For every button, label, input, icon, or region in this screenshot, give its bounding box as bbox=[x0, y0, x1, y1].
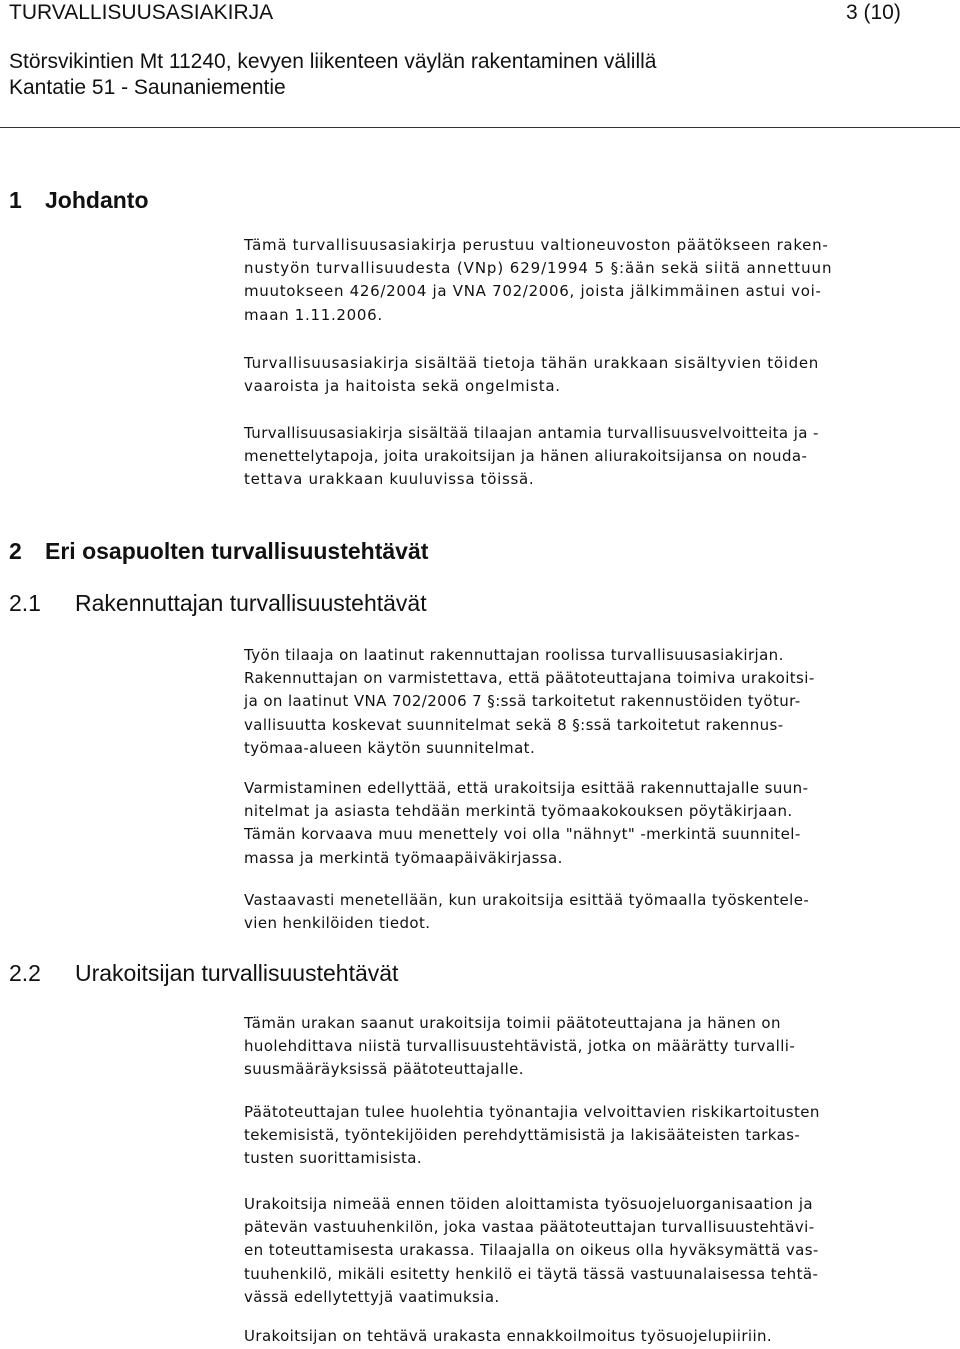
text-line: huolehdittava niistä turvallisuustehtävistä, jotka on määrätty turvalli- bbox=[244, 1037, 796, 1056]
paragraph bbox=[244, 1325, 772, 1348]
text-line: vallisuutta koskevat suunnitelmat sekä 8 §:ssä tarkoitetut rakennus- bbox=[244, 715, 784, 734]
paragraph bbox=[244, 234, 832, 327]
section-2-heading bbox=[9, 537, 428, 565]
text-line: menettelytapoja, joita urakoitsijan ja hänen aliurakoitsijansa on nouda- bbox=[244, 447, 808, 466]
text-line: Tämä turvallisuusasiakirja perustuu valtioneuvoston päätökseen raken- bbox=[244, 236, 829, 254]
section-number: 1 bbox=[9, 187, 22, 213]
header-divider bbox=[0, 127, 960, 128]
document-title: TURVALLISUUSASIAKIRJA bbox=[9, 1, 274, 24]
text-line: Tämän korvaava muu menettely voi olla "nähnyt" -merkintä suunnitel- bbox=[244, 825, 801, 844]
text-line: ja on laatinut VNA 702/2006 7 §:ssä tarkoitetut rakennustöiden työtur- bbox=[244, 692, 801, 711]
section-2-1-heading bbox=[9, 589, 427, 617]
text-line: tusten suorittamisista. bbox=[244, 1149, 422, 1168]
section-2-2-heading bbox=[9, 959, 398, 987]
text-line: suusmääräyksissä päätoteuttajalle. bbox=[244, 1060, 524, 1079]
text-line: massa ja merkintä työmaapäiväkirjassa. bbox=[244, 848, 563, 867]
section-1-heading bbox=[9, 186, 149, 214]
text-line: en toteuttamisesta urakassa. Tilaajalla on oikeus olla hyväksymättä vas- bbox=[244, 1241, 819, 1260]
text-line: nustyön turvallisuudesta (VNp) 629/1994 5 §:ään sekä siitä annettuun bbox=[244, 259, 833, 278]
project-title-line-1: Störsvikintien Mt 11240, kevyen liikenteen väylän rakentaminen välillä bbox=[9, 50, 657, 73]
text-line: Päätoteuttajan tulee huolehtia työnantajia velvoittavien riskikartoitusten bbox=[244, 1103, 820, 1121]
text-line: Vastaavasti menetellään, kun urakoitsija esittää työmaalla työskentele- bbox=[244, 891, 810, 909]
section-number: 2.2 bbox=[9, 960, 41, 986]
text-line: tekemisistä, työntekijöiden perehdyttämisistä ja lakisääteisten tarkas- bbox=[244, 1126, 801, 1145]
section-title: Johdanto bbox=[45, 187, 149, 213]
project-title-line-2: Kantatie 51 - Saunaniementie bbox=[9, 76, 286, 99]
section-title: Eri osapuolten turvallisuustehtävät bbox=[45, 538, 429, 564]
text-line: nitelmat ja asiasta tehdään merkintä työmaakokouksen pöytäkirjaan. bbox=[244, 802, 793, 821]
section-title: Rakennuttajan turvallisuustehtävät bbox=[75, 590, 427, 616]
text-line: muutokseen 426/2004 ja VNA 702/2006, joista jälkimmäinen astui voi- bbox=[244, 282, 822, 301]
paragraph bbox=[244, 352, 819, 398]
section-number: 2 bbox=[9, 538, 22, 564]
text-line: vien henkilöiden tiedot. bbox=[244, 914, 431, 933]
text-line: tuuhenkilö, mikäli esitetty henkilö ei täytä tässä vastuunalaisessa tehtä- bbox=[244, 1264, 819, 1283]
text-line: pätevän vastuuhenkilön, joka vastaa päätoteuttajan turvallisuustehtävi- bbox=[244, 1218, 815, 1237]
paragraph bbox=[244, 777, 808, 870]
text-line: Turvallisuusasiakirja sisältää tilaajan antamia turvallisuusvelvoitteita ja - bbox=[244, 424, 819, 442]
text-line: Turvallisuusasiakirja sisältää tietoja tähän urakkaan sisältyvien töiden bbox=[244, 354, 819, 372]
text-line: työmaa-alueen käytön suunnitelmat. bbox=[244, 738, 536, 757]
text-line: vässä edellytettyjä vaatimuksia. bbox=[244, 1287, 500, 1306]
paragraph bbox=[244, 1193, 819, 1309]
page-number: 3 (10) bbox=[846, 1, 901, 24]
text-line: Urakoitsijan on tehtävä urakasta ennakkoilmoitus työsuojelupiiriin. bbox=[244, 1327, 773, 1345]
paragraph bbox=[244, 422, 819, 492]
text-line: Varmistaminen edellyttää, että urakoitsija esittää rakennuttajalle suun- bbox=[244, 779, 809, 797]
text-line: Urakoitsija nimeää ennen töiden aloittamista työsuojeluorganisaation ja bbox=[244, 1195, 814, 1213]
paragraph bbox=[244, 644, 815, 760]
section-title: Urakoitsijan turvallisuustehtävät bbox=[75, 960, 399, 986]
text-line: vaaroista ja haitoista sekä ongelmista. bbox=[244, 377, 561, 396]
text-line: Rakennuttajan on varmistettava, että päätoteuttajana toimiva urakoitsi- bbox=[244, 669, 815, 688]
paragraph bbox=[244, 1012, 795, 1082]
paragraph bbox=[244, 1101, 820, 1171]
text-line: Tämän urakan saanut urakoitsija toimii päätoteuttajana ja hänen on bbox=[244, 1014, 781, 1032]
text-line: maan 1.11.2006. bbox=[244, 305, 383, 324]
paragraph bbox=[244, 889, 809, 935]
section-number: 2.1 bbox=[9, 590, 41, 616]
text-line: Työn tilaaja on laatinut rakennuttajan roolissa turvallisuusasiakirjan. bbox=[244, 646, 784, 664]
text-line: tettava urakkaan kuuluvissa töissä. bbox=[244, 470, 535, 489]
